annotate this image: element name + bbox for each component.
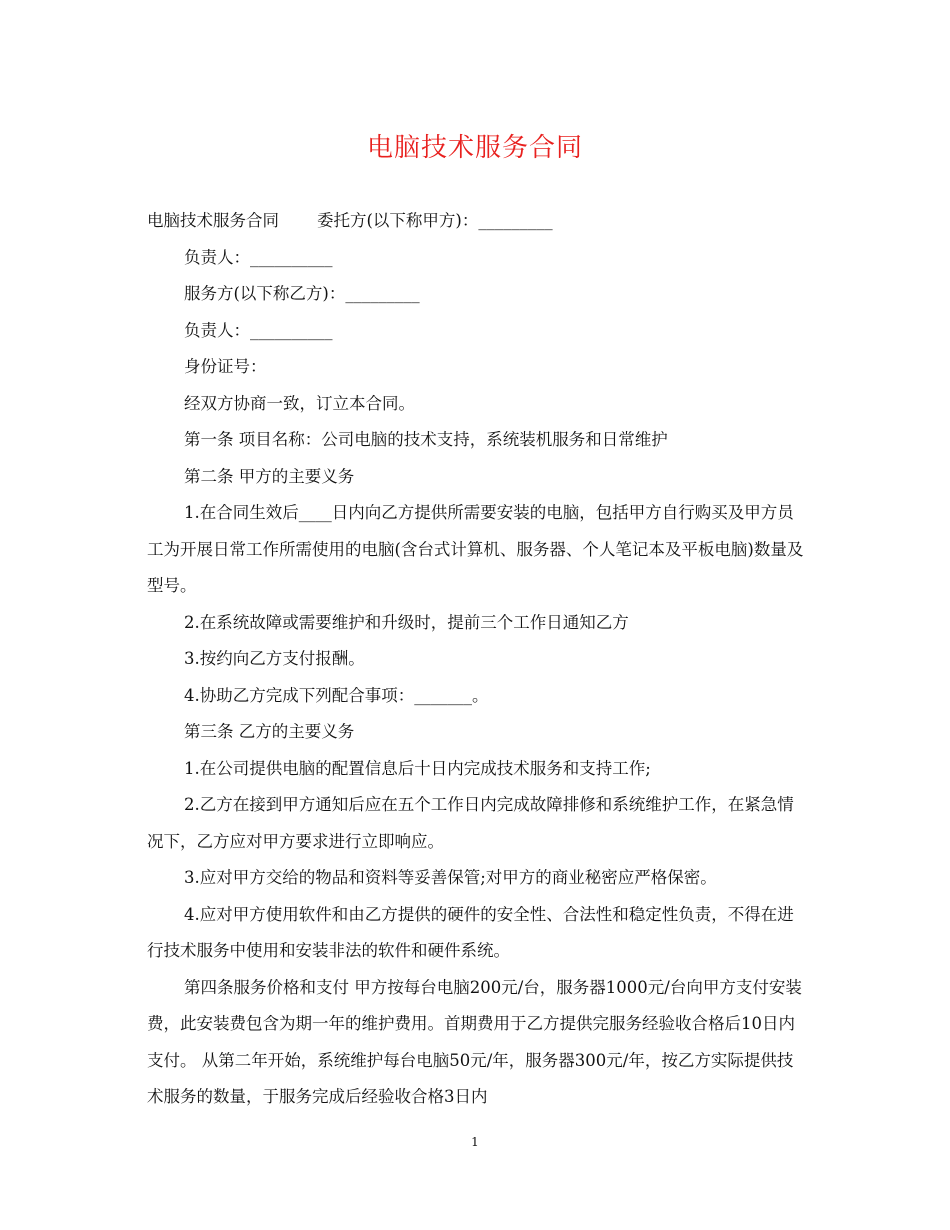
paragraph: 1.在合同生效后____日内向乙方提供所需要安装的电脑，包括甲方自行购买及甲方员工为开展日常工作所需使用的电脑(含台式计算机、服务器、个人笔记本及平板电脑)数量及型号。 [147,503,804,595]
document-body [147,203,807,1116]
paragraph: 4.协助乙方完成下列配合事项：_______。 [184,685,489,705]
header-line [147,203,807,240]
paragraph: 2.乙方在接到甲方通知后应在五个工作日内完成故障排修和系统维护工作，在紧急情况下，乙方应对甲方要求进行立即响应。 [147,795,794,851]
header-right: 委托方(以下称甲方)：_________ [317,211,553,230]
paragraph: 3.按约向乙方支付报酬。 [184,649,365,668]
paragraph: 负责人：__________ [184,247,333,267]
header-left: 电脑技术服务合同 [147,211,279,230]
paragraph: 服务方(以下称乙方)：_________ [184,284,420,303]
page-number: 1 [471,1135,479,1149]
paragraph: 第三条 乙方的主要义务 [184,722,355,741]
paragraph: 3.应对甲方交给的物品和资料等妥善保管;对甲方的商业秘密应严格保密。 [184,868,717,887]
paragraph: 第四条服务价格和支付 甲方按每台电脑200元/台，服务器1000元/台向甲方支付安装费，此安装费包含为期一年的维护费用。首期费用于乙方提供完服务经验收合格后10日内支付。 从第二年开始，系统维护每台电脑50元/年，服务器300元/年，按乙方实际提供技术服务的数量，于服务完成后经验收合格3日内 [147,977,802,1106]
paragraph: 经双方协商一致，订立本合同。 [184,393,415,413]
paragraph: 4.应对甲方使用软件和由乙方提供的硬件的安全性、合法性和稳定性负责，不得在进行技术服务中使用和安装非法的软件和硬件系统。 [147,904,794,960]
paragraph: 第一条 项目名称：公司电脑的技术支持，系统装机服务和日常维护 [184,430,668,449]
paragraph: 1.在公司提供电脑的配置信息后十日内完成技术服务和支持工作; [184,758,651,778]
paragraph: 2.在系统故障或需要维护和升级时，提前三个工作日通知乙方 [184,612,629,632]
document-title: 电脑技术服务合同 [366,133,583,163]
paragraph: 身份证号： [184,357,267,376]
paragraph: 负责人：__________ [184,320,333,340]
paragraph: 第二条 甲方的主要义务 [184,466,355,486]
